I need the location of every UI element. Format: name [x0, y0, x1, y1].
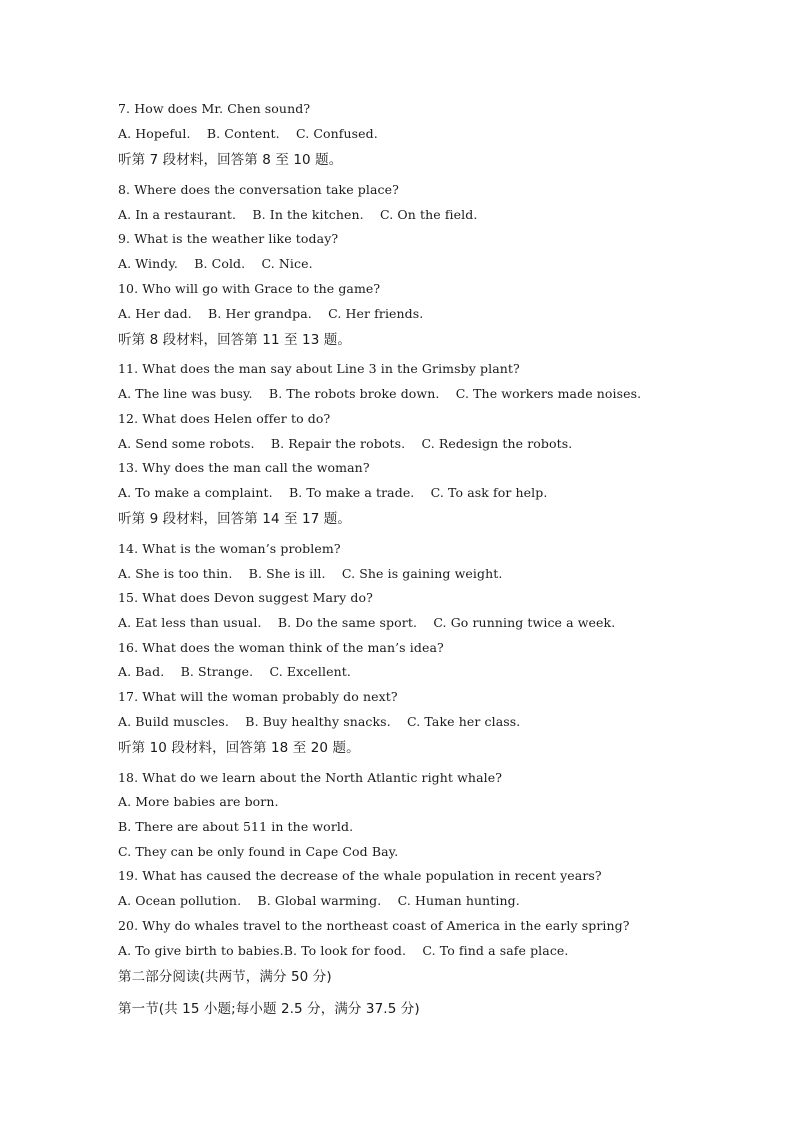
section-one-heading: 第一节(共 15 小题;每小题 2.5 分，满分 37.5 分): [118, 1001, 420, 1017]
question-9-options: A. Windy. B. Cold. C. Nice.: [118, 256, 313, 271]
question-15-options: A. Eat less than usual. B. Do the same sport. C. Go running twice a week.: [118, 615, 616, 630]
section-instruction-10: 听第 10 段材料，回答第 18 至 20 题。: [118, 740, 360, 756]
question-14: 14. What is the woman’s problem?: [118, 541, 341, 556]
part-two-heading: 第二部分阅读(共两节，满分 50 分): [118, 969, 332, 985]
question-20-options: A. To give birth to babies.B. To look for food. C. To find a safe place.: [118, 943, 569, 958]
question-18: 18. What do we learn about the North Atlantic right whale?: [118, 770, 503, 785]
question-18-option-a: A. More babies are born.: [118, 794, 279, 809]
question-17-options: A. Build muscles. B. Buy healthy snacks. C. Take her class.: [118, 714, 521, 729]
question-12-options: A. Send some robots. B. Repair the robots. C. Redesign the robots.: [118, 436, 573, 451]
question-14-options: A. She is too thin. B. She is ill. C. She is gaining weight.: [118, 566, 503, 581]
question-10-options: A. Her dad. B. Her grandpa. C. Her friends.: [118, 306, 424, 321]
question-11: 11. What does the man say about Line 3 in the Grimsby plant?: [118, 361, 520, 376]
question-19-options: A. Ocean pollution. B. Global warming. C. Human hunting.: [118, 893, 520, 908]
question-16-options: A. Bad. B. Strange. C. Excellent.: [118, 664, 351, 679]
question-13-options: A. To make a complaint. B. To make a trade. C. To ask for help.: [118, 485, 548, 500]
section-instruction-8: 听第 8 段材料，回答第 11 至 13 题。: [118, 332, 351, 348]
question-7: 7. How does Mr. Chen sound?: [118, 101, 311, 116]
question-11-options: A. The line was busy. B. The robots broke down. C. The workers made noises.: [118, 386, 642, 401]
question-10: 10. Who will go with Grace to the game?: [118, 281, 381, 296]
question-17: 17. What will the woman probably do next?: [118, 689, 398, 704]
question-12: 12. What does Helen offer to do?: [118, 411, 331, 426]
question-9: 9. What is the weather like today?: [118, 231, 339, 246]
question-8-options: A. In a restaurant. B. In the kitchen. C. On the field.: [118, 207, 478, 222]
question-19: 19. What has caused the decrease of the whale population in recent years?: [118, 868, 602, 883]
question-18-option-c: C. They can be only found in Cape Cod Bay.: [118, 844, 399, 859]
section-instruction-7: 听第 7 段材料，回答第 8 至 10 题。: [118, 152, 343, 168]
question-15: 15. What does Devon suggest Mary do?: [118, 590, 373, 605]
question-16: 16. What does the woman think of the man’s idea?: [118, 640, 444, 655]
question-7-options: A. Hopeful. B. Content. C. Confused.: [118, 126, 378, 141]
question-8: 8. Where does the conversation take place?: [118, 182, 399, 197]
question-13: 13. Why does the man call the woman?: [118, 460, 370, 475]
question-20: 20. Why do whales travel to the northeast coast of America in the early spring?: [118, 918, 630, 933]
section-instruction-9: 听第 9 段材料，回答第 14 至 17 题。: [118, 511, 351, 527]
question-18-option-b: B. There are about 511 in the world.: [118, 819, 354, 834]
